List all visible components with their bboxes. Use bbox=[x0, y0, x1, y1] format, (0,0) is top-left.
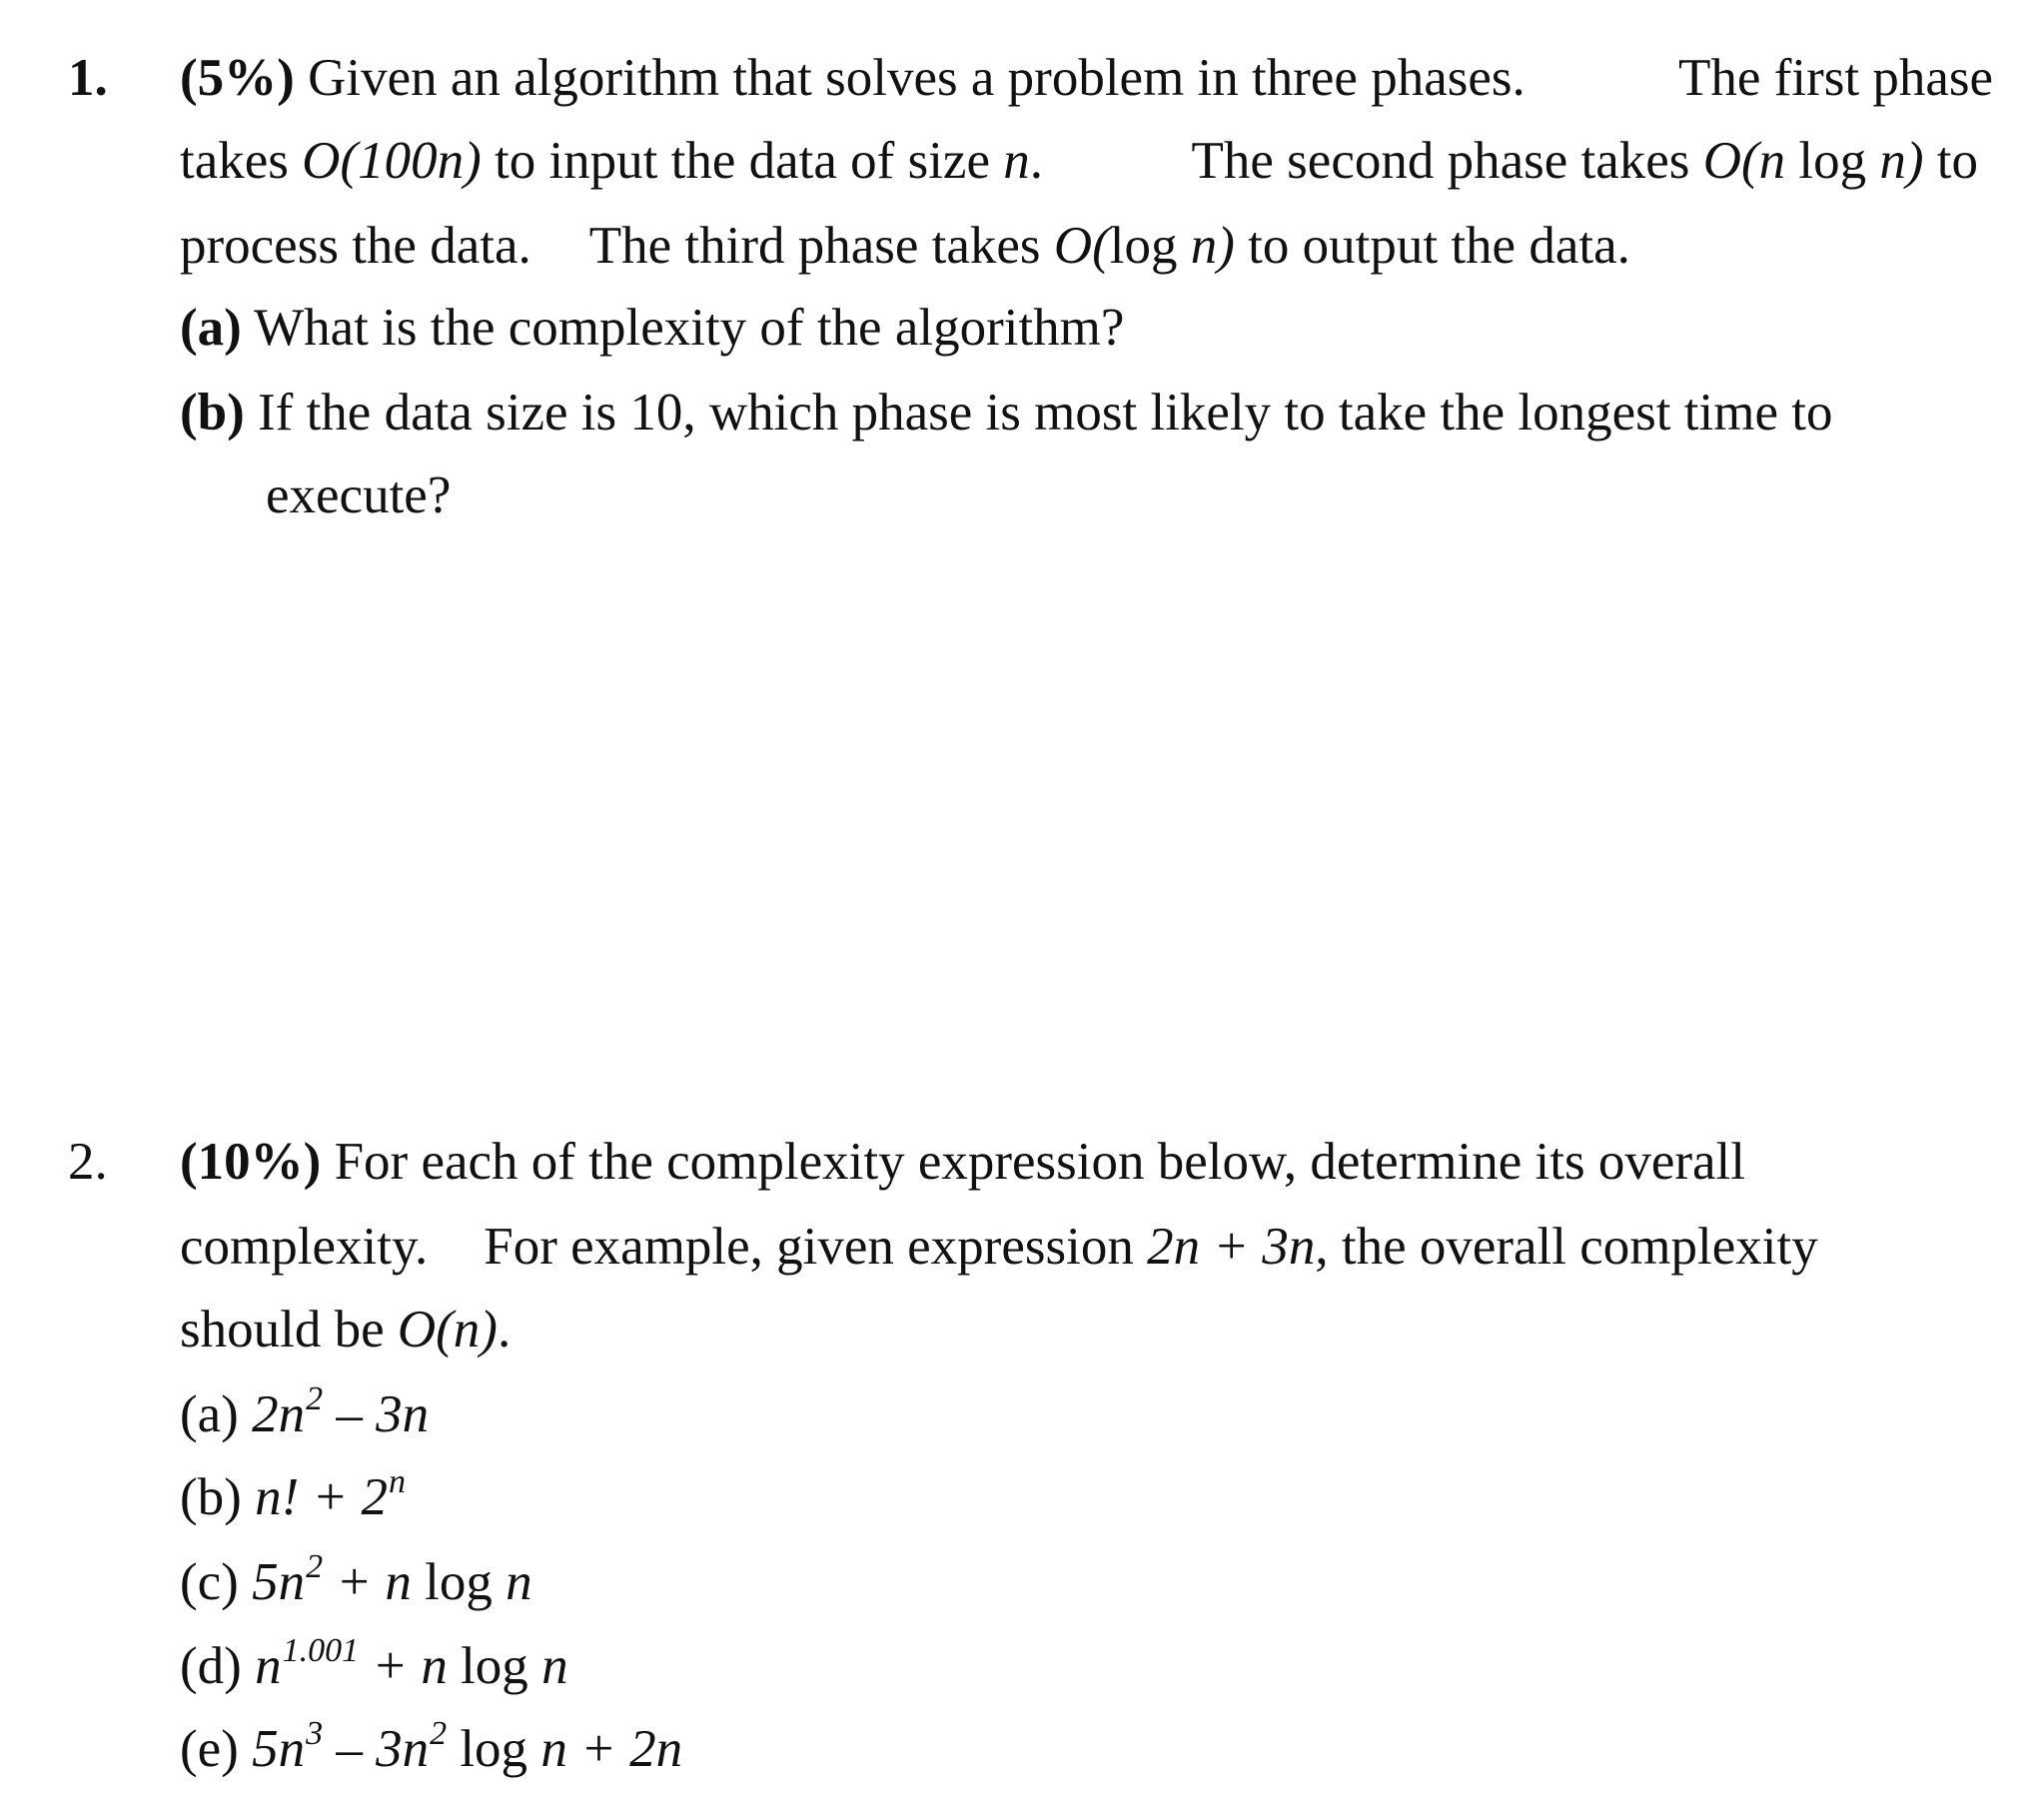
question-1-text-b: The first phase bbox=[1678, 49, 1993, 107]
expression-item-a: (a) $2n^2 - 3n$ bbox=[180, 1380, 430, 1443]
question-1-number: 1. bbox=[68, 49, 108, 107]
question-1-line-2: takes O(100n) to input the data of size n. The second phase takes O(n log n) to bbox=[180, 132, 1978, 190]
expression-item-c: (c) $5n^2 + n$ log n bbox=[180, 1548, 532, 1611]
question-2-line-2: complexity. For example, given expression 2n + 3n, the overall complexity bbox=[180, 1218, 1818, 1276]
question-2-line-1: (10%) For each of the complexity expression below, determine its overall bbox=[180, 1133, 1745, 1191]
expression-item-d: (d) $n^{1.001} + n$ log n bbox=[180, 1632, 568, 1695]
question-1-points: (5%) bbox=[180, 49, 295, 107]
big-o-100n: O(100n) bbox=[302, 132, 482, 190]
question-1-line-1 bbox=[180, 49, 1993, 107]
question-1-line-3: process the data. The third phase takes O(log n) to output the data. bbox=[180, 217, 1630, 275]
expression-item-e: (e) $5n^3 - 3n^2$ log n + 2n bbox=[180, 1715, 683, 1778]
question-2-points: (10%) bbox=[180, 1133, 322, 1191]
question-1-part-a: (a) What is the complexity of the algorithm? bbox=[180, 299, 1125, 357]
question-1-part-b-continued: execute? bbox=[266, 466, 452, 524]
question-1-text-a: Given an algorithm that solves a problem in three phases. bbox=[308, 49, 1526, 107]
question-2-number: 2. bbox=[68, 1133, 108, 1191]
question-2-line-3: should be O(n). bbox=[180, 1301, 511, 1358]
example-expression: 2n + 3n bbox=[1147, 1218, 1316, 1276]
expression-item-b: (b) n! + $2^n$ bbox=[180, 1463, 406, 1526]
question-1-part-b: (b) If the data size is 10, which phase is most likely to take the longest time to bbox=[180, 384, 1833, 442]
